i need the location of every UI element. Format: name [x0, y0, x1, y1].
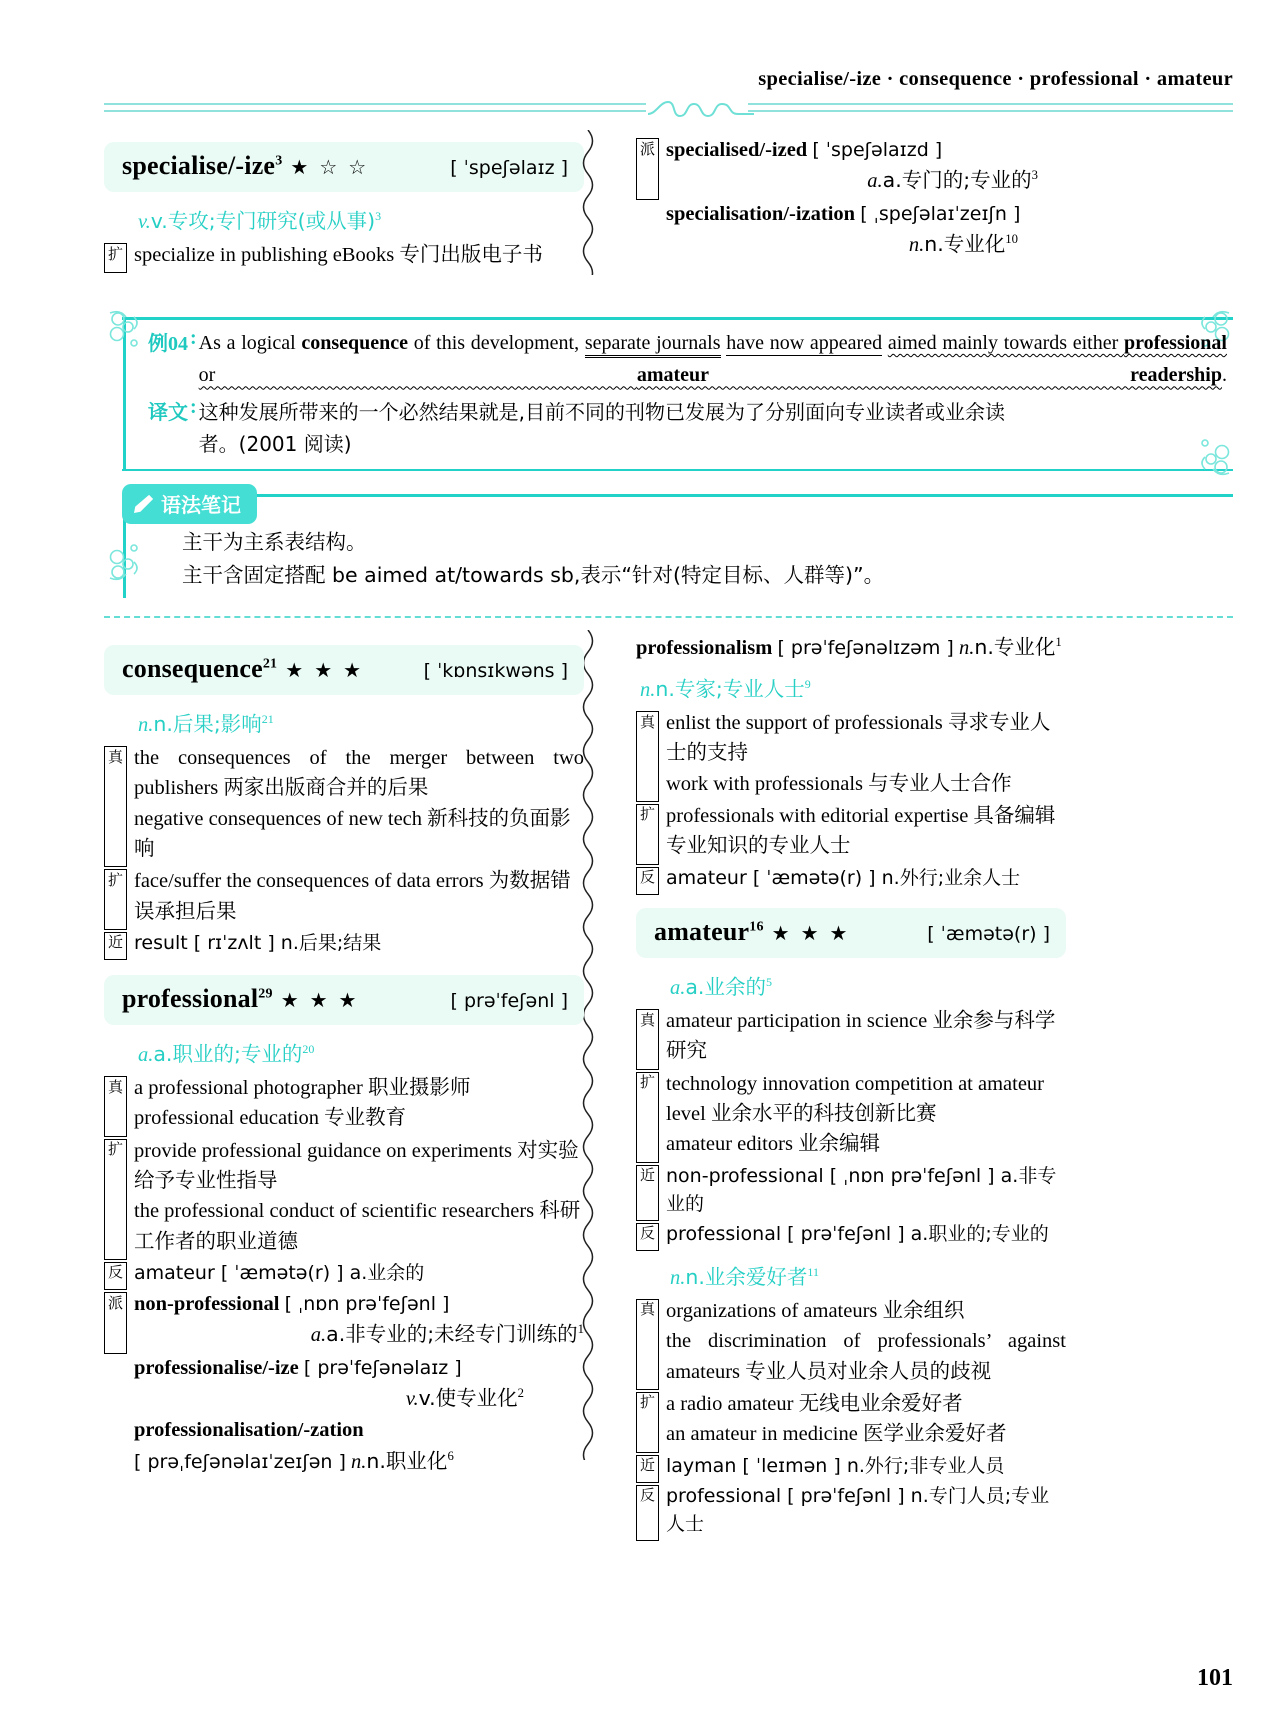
professionalism-line: professionalism [ prəˈfeʃənəlɪzəm ] n.n.专业化$^1$	[636, 635, 1062, 659]
example-content	[148, 327, 1227, 460]
definition-line: n.n.专家;专业人士$^9$	[640, 677, 811, 701]
example-sentence-box	[104, 305, 1233, 475]
example-text: professionals with editorial expertise 具备编辑专业知识的专业人士	[666, 804, 1056, 858]
example-english-text: As a logical consequence of this development, separate journals have now appeared aimed mainly towards either professional or amateur readership.	[198, 332, 1227, 387]
derivative-phonetic: [ ˈspeʃəlaɪzd ]	[812, 139, 943, 161]
entry-professional-noun	[636, 630, 1066, 894]
wavy-underline-text: aimed mainly towards either professional or amateur readership	[198, 332, 1227, 387]
headword-amateur[interactable]	[636, 908, 1066, 958]
synonym-text: non-professional [ ˌnɒn prəˈfeʃənl ] a.非专业的	[666, 1164, 1057, 1215]
tag-real-exam: 真	[104, 1076, 127, 1137]
example-text: enlist the support of professionals 寻求专业人士的支持 work with professionals 与专业人士合作	[666, 712, 1051, 795]
example-row	[104, 743, 584, 864]
entry-professional	[104, 975, 584, 1478]
specialise-derivatives	[636, 133, 1066, 262]
antonym-text: amateur [ ˈæmətə(r) ] n.外行;业余人士	[666, 866, 1021, 889]
headword-text: professional$^{29}$	[122, 984, 273, 1013]
entry-consequence	[104, 645, 584, 959]
derivative-phonetic: [ prəˌfeʃənəlaɪˈzeɪʃən ]	[134, 1450, 346, 1473]
antonym-row	[636, 1220, 1066, 1248]
example-row	[636, 1069, 1066, 1160]
tag-expand: 扩	[104, 243, 127, 273]
tag-placeholder	[636, 202, 659, 264]
star-rating: ★ ★ ★	[280, 990, 360, 1012]
box-top-border	[122, 317, 1233, 320]
translation-colon: :	[190, 395, 197, 418]
tag-real-exam: 真	[636, 1009, 659, 1070]
definition-line: v.v.专攻;专门研究(或从事)$^3$	[138, 209, 382, 233]
derivative-body	[134, 1289, 584, 1351]
tag-derivative: 派	[104, 1292, 127, 1354]
antonym-text: professional [ prəˈfeʃənl ] n.专门人员;专业人士	[666, 1484, 1050, 1535]
grammar-note-title: 语法笔记	[161, 493, 241, 517]
derivative-row	[134, 1353, 584, 1416]
tag-synonym: 近	[636, 1455, 659, 1483]
example-text: face/suffer the consequences of data errors 为数据错误承担后果	[134, 870, 571, 923]
derivative-row	[104, 1289, 584, 1351]
synonym-text: result [ rɪˈzʌlt ] n.后果;结果	[134, 931, 382, 954]
derivative-word: professionalisation/-zation	[134, 1419, 364, 1442]
headword-text: specialise/-ize$^3$	[122, 151, 283, 180]
page-number: 101	[1197, 1665, 1233, 1691]
example-row	[636, 1296, 1066, 1387]
derivative-body	[666, 199, 1066, 261]
example-row	[104, 1136, 584, 1257]
synonym-row	[104, 929, 584, 957]
example-english-line	[148, 327, 1227, 392]
entry-amateur	[636, 908, 1066, 1540]
tag-real-exam: 真	[104, 746, 127, 867]
example-row	[636, 1389, 1066, 1450]
derivative-phonetic: [ prəˈfeʃənəlaɪz ]	[303, 1356, 462, 1379]
derivative-gloss-line: [ prəˌfeʃənəlaɪˈzeɪʃən ] n.n.职业化$^6$	[134, 1448, 454, 1473]
derivative-gloss: v.v.使专业化$^2$	[405, 1386, 524, 1411]
phonetic: [ ˈæmətə(r) ]	[927, 923, 1050, 945]
tag-expand: 扩	[104, 869, 127, 930]
grammar-line: 主干为主系表结构。	[182, 530, 367, 554]
grammar-note-badge	[122, 484, 257, 524]
headword-text: amateur$^{16}$	[654, 917, 764, 946]
tag-derivative: 派	[636, 138, 659, 200]
example-text: organizations of amateurs 业余组织 the discrimination of professionals’ against amateurs 专业人员对业余人员的歧视	[666, 1299, 1066, 1383]
antonym-text: professional [ prəˈfeʃənl ] a.职业的;专业的	[666, 1222, 1049, 1245]
tag-antonym: 反	[636, 1485, 659, 1541]
derivative-phonetic: [ prəˈfeʃənəlɪzəm ]	[777, 637, 954, 659]
derivative-body	[666, 135, 1066, 197]
tag-expand: 扩	[636, 1392, 659, 1453]
example-text: the consequences of the merger between two publishers 两家出版商合并的后果 negative consequences of new tech 新科技的负面影响	[134, 747, 584, 860]
wavy-column-divider	[578, 130, 598, 275]
phonetic: [ ˈkɒnsɪkwəns ]	[423, 660, 568, 682]
star-rating: ★ ☆ ☆	[290, 157, 370, 179]
derivative-word: professionalism	[636, 637, 773, 659]
star-rating: ★ ★ ★	[285, 660, 365, 682]
antonym-row	[104, 1259, 584, 1287]
wave-ornament-icon	[646, 100, 756, 122]
antonym-row	[636, 1482, 1066, 1538]
grammar-top-border	[122, 494, 1233, 497]
definition-line-2: n.n.业余爱好者$^{11}$	[670, 1264, 819, 1289]
example-row	[636, 801, 1066, 862]
synonym-row	[636, 1452, 1066, 1480]
synonym-row	[636, 1162, 1066, 1218]
header-divider-rule	[104, 102, 1233, 116]
grammar-note-box	[104, 478, 1233, 598]
tag-antonym: 反	[636, 867, 659, 895]
example-colon: :	[190, 327, 197, 349]
section-separator	[104, 616, 1233, 618]
headword-specialise[interactable]	[104, 142, 584, 192]
grammar-line: 主干含固定搭配 be aimed at/towards sb,表示“针对(特定目标、人群等)”。	[182, 563, 885, 588]
example-row	[104, 240, 584, 270]
example-row	[636, 1006, 1066, 1067]
derivative-gloss: n.n.专业化$^{10}$	[908, 231, 1018, 256]
definition-line: n.n.后果;影响$^{21}$	[138, 712, 274, 736]
tag-synonym: 近	[104, 932, 127, 960]
entry-specialise	[104, 142, 584, 272]
phonetic: [ ˈspeʃəlaɪz ]	[450, 157, 568, 179]
tag-real-exam: 真	[636, 1299, 659, 1390]
example-text: a professional photographer 职业摄影师 professional education 专业教育	[134, 1077, 471, 1130]
corner-ornament-icon	[104, 307, 146, 353]
derivative-phonetic: [ ˌspeʃəlaɪˈzeɪʃn ]	[860, 202, 1021, 225]
example-row	[104, 866, 584, 927]
derivative-row	[636, 199, 1066, 261]
headword-professional[interactable]	[104, 975, 584, 1025]
running-head: specialise/-ize · consequence · professional · amateur	[758, 68, 1233, 90]
derivative-row	[636, 135, 1066, 197]
synonym-text: layman [ ˈleɪmən ] n.外行;非专业人员	[666, 1454, 1005, 1477]
tag-real-exam: 真	[636, 711, 659, 802]
star-rating: ★ ★ ★	[771, 923, 851, 945]
example-translation-line	[148, 396, 1227, 460]
example-text: amateur participation in science 业余参与科学研究	[666, 1010, 1056, 1063]
headword-consequence[interactable]	[104, 645, 584, 695]
tag-synonym: 近	[636, 1165, 659, 1221]
example-row	[104, 1073, 584, 1134]
derivative-word: non-professional	[134, 1293, 280, 1316]
tag-antonym: 反	[636, 1223, 659, 1251]
derivative-phonetic: [ ˌnɒn prəˈfeʃənl ]	[284, 1293, 450, 1316]
tag-expand: 扩	[636, 804, 659, 865]
definition-line: a.a.业余的$^5$	[670, 975, 772, 999]
example-text: technology innovation competition at amateur level 业余水平的科技创新比赛 amateur editors 业余编辑	[666, 1072, 1045, 1156]
example-row	[636, 708, 1066, 799]
antonym-row	[636, 864, 1066, 892]
derivative-gloss: a.a.非专业的;未经专门训练的$^1$	[310, 1322, 584, 1347]
example-text: provide professional guidance on experiments 对实验给予专业性指导 the professional conduct of scientific researchers 科研工作者的职业道德	[134, 1139, 581, 1253]
tag-antonym: 反	[104, 1262, 127, 1290]
derivative-word: professionalise/-ize	[134, 1356, 299, 1379]
headword-text: consequence$^{21}$	[122, 654, 278, 683]
translation-label: 译文	[148, 401, 188, 424]
definition-line: a.a.职业的;专业的$^{20}$	[138, 1042, 315, 1066]
derivative-gloss: a.a.专门的;专业的$^3$	[867, 168, 1038, 193]
antonym-text: amateur [ ˈæmətə(r) ] a.业余的	[134, 1261, 425, 1284]
derivative-word: specialised/-ized	[666, 139, 808, 161]
example-label: 例04	[148, 333, 188, 355]
example-text: specialize in publishing eBooks 专门出版电子书	[134, 244, 543, 266]
derivative-word: specialisation/-ization	[666, 202, 856, 225]
grammar-note-content	[182, 526, 1227, 592]
example-text: a radio amateur 无线电业余爱好者 an amateur in medicine 医学业余爱好者	[666, 1392, 1007, 1446]
pen-icon	[132, 494, 154, 514]
phonetic: [ prəˈfeʃənl ]	[450, 990, 568, 1012]
translation-text: 这种发展所带来的一个必然结果就是,目前不同的刊物已发展为了分别面向专业读者或业余读 者。(2001 阅读)	[198, 399, 1006, 456]
tag-expand: 扩	[104, 1139, 127, 1260]
corner-ornament-icon	[104, 540, 144, 584]
tag-expand: 扩	[636, 1072, 659, 1163]
box-bottom-border	[122, 469, 1233, 472]
derivative-row	[134, 1415, 584, 1478]
